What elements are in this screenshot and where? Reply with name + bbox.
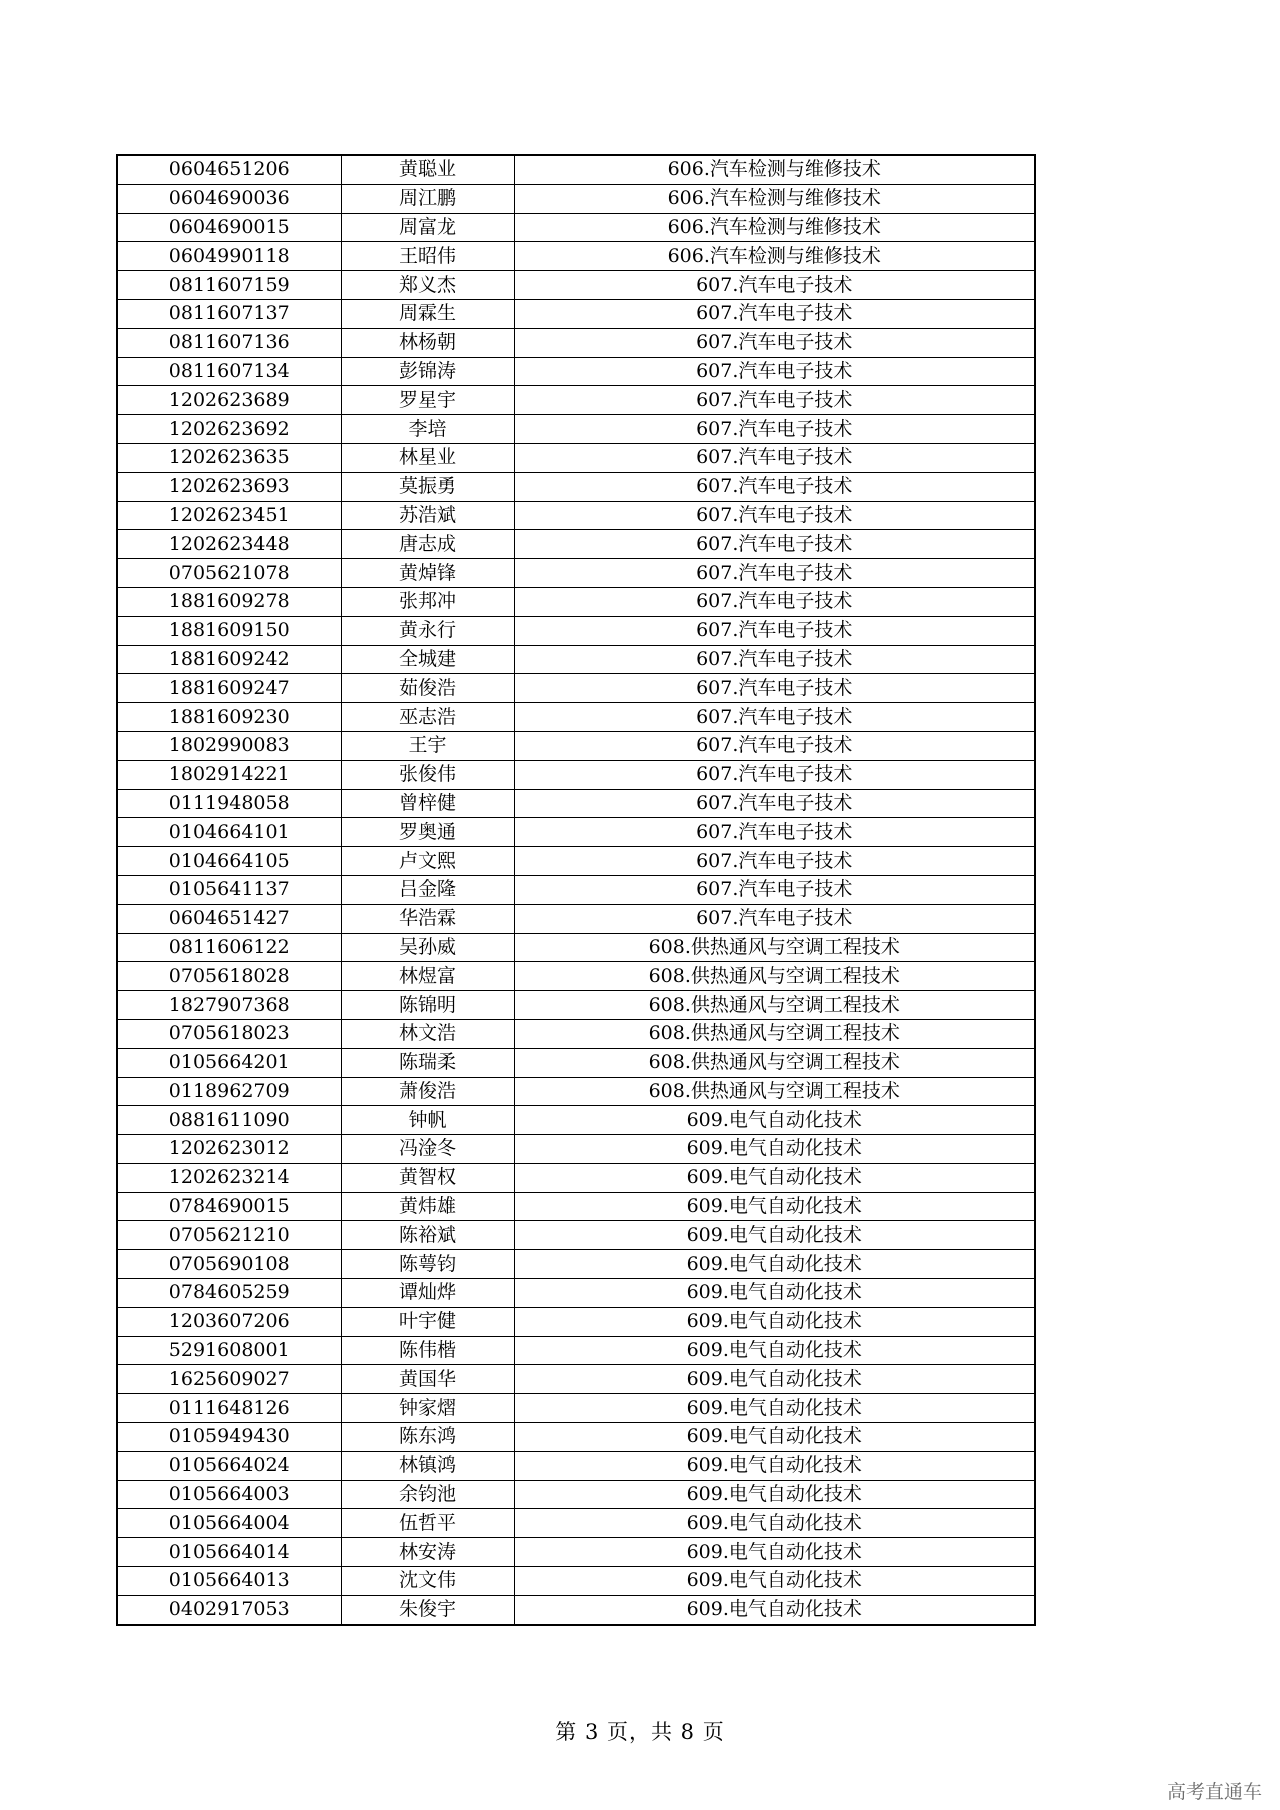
major-cell: 609.电气自动化技术 <box>514 1135 1035 1164</box>
student-id-cell: 0105664024 <box>117 1451 341 1480</box>
major-cell: 606.汽车检测与维修技术 <box>514 213 1035 242</box>
student-id-cell: 0811607137 <box>117 299 341 328</box>
major-cell: 609.电气自动化技术 <box>514 1595 1035 1624</box>
major-cell: 607.汽车电子技术 <box>514 501 1035 530</box>
student-id-cell: 0111648126 <box>117 1394 341 1423</box>
major-cell: 609.电气自动化技术 <box>514 1250 1035 1279</box>
table-row <box>117 242 1035 271</box>
student-id-cell: 0811606122 <box>117 933 341 962</box>
student-id-cell: 0705621078 <box>117 559 341 588</box>
student-name-cell: 张俊伟 <box>341 760 514 789</box>
student-name-cell: 罗奥通 <box>341 818 514 847</box>
student-id-cell: 0604990118 <box>117 242 341 271</box>
student-name-cell: 林杨朝 <box>341 328 514 357</box>
major-cell: 609.电气自动化技术 <box>514 1336 1035 1365</box>
major-cell: 609.电气自动化技术 <box>514 1106 1035 1135</box>
student-id-cell: 0104664105 <box>117 847 341 876</box>
student-name-cell: 叶宇健 <box>341 1307 514 1336</box>
major-cell: 609.电气自动化技术 <box>514 1279 1035 1308</box>
major-cell: 607.汽车电子技术 <box>514 299 1035 328</box>
student-name-cell: 林文浩 <box>341 1019 514 1048</box>
table-row <box>117 1048 1035 1077</box>
table-row <box>117 674 1035 703</box>
table-row <box>117 1336 1035 1365</box>
major-cell: 606.汽车检测与维修技术 <box>514 184 1035 213</box>
major-cell: 607.汽车电子技术 <box>514 616 1035 645</box>
student-name-cell: 黄永行 <box>341 616 514 645</box>
student-id-cell: 0604690015 <box>117 213 341 242</box>
student-id-cell: 1202623689 <box>117 386 341 415</box>
major-cell: 609.电气自动化技术 <box>514 1394 1035 1423</box>
major-cell: 607.汽车电子技术 <box>514 530 1035 559</box>
table-row <box>117 1192 1035 1221</box>
student-name-cell: 陈萼钧 <box>341 1250 514 1279</box>
student-id-cell: 0604651427 <box>117 904 341 933</box>
student-name-cell: 吕金隆 <box>341 875 514 904</box>
table-row <box>117 1163 1035 1192</box>
student-id-cell: 0784690015 <box>117 1192 341 1221</box>
major-cell: 606.汽车检测与维修技术 <box>514 242 1035 271</box>
major-cell: 608.供热通风与空调工程技术 <box>514 1077 1035 1106</box>
table-row <box>117 1423 1035 1452</box>
student-id-cell: 0105664004 <box>117 1509 341 1538</box>
student-name-cell: 陈裕斌 <box>341 1221 514 1250</box>
major-cell: 608.供热通风与空调工程技术 <box>514 1048 1035 1077</box>
student-name-cell: 周霖生 <box>341 299 514 328</box>
student-id-cell: 0604651206 <box>117 155 341 184</box>
major-cell: 609.电气自动化技术 <box>514 1163 1035 1192</box>
major-cell: 607.汽车电子技术 <box>514 731 1035 760</box>
student-id-cell: 0811607136 <box>117 328 341 357</box>
table-row <box>117 271 1035 300</box>
student-id-cell: 1202623214 <box>117 1163 341 1192</box>
student-id-cell: 1202623692 <box>117 415 341 444</box>
student-id-cell: 1202623635 <box>117 443 341 472</box>
table-row <box>117 731 1035 760</box>
major-cell: 609.电气自动化技术 <box>514 1538 1035 1567</box>
student-id-cell: 1881609247 <box>117 674 341 703</box>
student-id-cell: 1202623693 <box>117 472 341 501</box>
major-cell: 607.汽车电子技术 <box>514 415 1035 444</box>
student-name-cell: 谭灿烨 <box>341 1279 514 1308</box>
student-name-cell: 伍哲平 <box>341 1509 514 1538</box>
student-id-cell: 0604690036 <box>117 184 341 213</box>
student-name-cell: 巫志浩 <box>341 703 514 732</box>
major-cell: 608.供热通风与空调工程技术 <box>514 933 1035 962</box>
table-row <box>117 1394 1035 1423</box>
table-row <box>117 1307 1035 1336</box>
table-row <box>117 1567 1035 1596</box>
table-row <box>117 386 1035 415</box>
major-cell: 609.电气自动化技术 <box>514 1307 1035 1336</box>
table-row <box>117 933 1035 962</box>
major-cell: 608.供热通风与空调工程技术 <box>514 1019 1035 1048</box>
major-cell: 607.汽车电子技术 <box>514 472 1035 501</box>
major-cell: 608.供热通风与空调工程技术 <box>514 962 1035 991</box>
table-row <box>117 1279 1035 1308</box>
student-id-cell: 0105664014 <box>117 1538 341 1567</box>
major-cell: 607.汽车电子技术 <box>514 847 1035 876</box>
student-name-cell: 黄智权 <box>341 1163 514 1192</box>
major-cell: 607.汽车电子技术 <box>514 674 1035 703</box>
page-number-footer: 第 3 页，共 8 页 <box>555 1720 725 1744</box>
student-name-cell: 沈文伟 <box>341 1567 514 1596</box>
major-cell: 607.汽车电子技术 <box>514 789 1035 818</box>
student-id-cell: 0705621210 <box>117 1221 341 1250</box>
student-name-cell: 黄焯锋 <box>341 559 514 588</box>
student-name-cell: 林安涛 <box>341 1538 514 1567</box>
major-cell: 607.汽车电子技术 <box>514 760 1035 789</box>
student-name-cell: 钟帆 <box>341 1106 514 1135</box>
major-cell: 607.汽车电子技术 <box>514 328 1035 357</box>
student-id-cell: 0881611090 <box>117 1106 341 1135</box>
student-id-cell: 0705618028 <box>117 962 341 991</box>
major-cell: 607.汽车电子技术 <box>514 645 1035 674</box>
table-row <box>117 616 1035 645</box>
table-row <box>117 789 1035 818</box>
student-id-cell: 0105664201 <box>117 1048 341 1077</box>
student-name-cell: 唐志成 <box>341 530 514 559</box>
table-row <box>117 1451 1035 1480</box>
student-name-cell: 莫振勇 <box>341 472 514 501</box>
student-name-cell: 吴孙威 <box>341 933 514 962</box>
student-name-cell: 苏浩斌 <box>341 501 514 530</box>
table-row <box>117 559 1035 588</box>
table-row <box>117 328 1035 357</box>
student-id-cell: 0811607159 <box>117 271 341 300</box>
student-id-cell: 1202623012 <box>117 1135 341 1164</box>
student-name-cell: 林星业 <box>341 443 514 472</box>
student-name-cell: 郑义杰 <box>341 271 514 300</box>
student-id-cell: 1202623451 <box>117 501 341 530</box>
major-cell: 606.汽车检测与维修技术 <box>514 155 1035 184</box>
table-row <box>117 991 1035 1020</box>
student-id-cell: 0105664003 <box>117 1480 341 1509</box>
student-name-cell: 彭锦涛 <box>341 357 514 386</box>
student-id-cell: 1202623448 <box>117 530 341 559</box>
major-cell: 607.汽车电子技术 <box>514 904 1035 933</box>
student-id-cell: 1203607206 <box>117 1307 341 1336</box>
major-cell: 609.电气自动化技术 <box>514 1509 1035 1538</box>
table-row <box>117 1019 1035 1048</box>
table-row <box>117 587 1035 616</box>
major-cell: 609.电气自动化技术 <box>514 1365 1035 1394</box>
table-row <box>117 357 1035 386</box>
student-name-cell: 陈东鸿 <box>341 1423 514 1452</box>
student-name-cell: 罗星宇 <box>341 386 514 415</box>
student-id-cell: 1802990083 <box>117 731 341 760</box>
student-name-cell: 黄炜雄 <box>341 1192 514 1221</box>
student-name-cell: 冯淦冬 <box>341 1135 514 1164</box>
major-cell: 609.电气自动化技术 <box>514 1423 1035 1452</box>
student-name-cell: 张邦冲 <box>341 587 514 616</box>
student-id-cell: 0118962709 <box>117 1077 341 1106</box>
student-name-cell: 陈瑞柔 <box>341 1048 514 1077</box>
table-row <box>117 875 1035 904</box>
major-cell: 607.汽车电子技术 <box>514 357 1035 386</box>
site-watermark: 高考直通车 <box>1166 1781 1262 1803</box>
table-row <box>117 1106 1035 1135</box>
student-id-cell: 1827907368 <box>117 991 341 1020</box>
table-row <box>117 299 1035 328</box>
student-id-cell: 1881609230 <box>117 703 341 732</box>
major-cell: 608.供热通风与空调工程技术 <box>514 991 1035 1020</box>
major-cell: 607.汽车电子技术 <box>514 875 1035 904</box>
major-cell: 609.电气自动化技术 <box>514 1567 1035 1596</box>
student-name-cell: 卢文熙 <box>341 847 514 876</box>
student-id-cell: 0784605259 <box>117 1279 341 1308</box>
student-id-cell: 1881609150 <box>117 616 341 645</box>
table-row <box>117 1595 1035 1624</box>
table-row <box>117 703 1035 732</box>
table-row <box>117 415 1035 444</box>
major-cell: 607.汽车电子技术 <box>514 559 1035 588</box>
table-row <box>117 1509 1035 1538</box>
student-name-cell: 林镇鸿 <box>341 1451 514 1480</box>
student-name-cell: 萧俊浩 <box>341 1077 514 1106</box>
major-cell: 607.汽车电子技术 <box>514 587 1035 616</box>
table-row <box>117 904 1035 933</box>
student-name-cell: 黄国华 <box>341 1365 514 1394</box>
table-row <box>117 472 1035 501</box>
table-row <box>117 1221 1035 1250</box>
student-name-cell: 周富龙 <box>341 213 514 242</box>
student-name-cell: 茹俊浩 <box>341 674 514 703</box>
table-row <box>117 1538 1035 1567</box>
student-name-cell: 华浩霖 <box>341 904 514 933</box>
major-cell: 607.汽车电子技术 <box>514 386 1035 415</box>
table-row <box>117 1077 1035 1106</box>
major-cell: 609.电气自动化技术 <box>514 1192 1035 1221</box>
student-name-cell: 陈伟楷 <box>341 1336 514 1365</box>
major-cell: 609.电气自动化技术 <box>514 1451 1035 1480</box>
student-id-cell: 1881609278 <box>117 587 341 616</box>
student-name-cell: 曾梓健 <box>341 789 514 818</box>
major-cell: 609.电气自动化技术 <box>514 1221 1035 1250</box>
major-cell: 607.汽车电子技术 <box>514 271 1035 300</box>
table-row <box>117 847 1035 876</box>
student-id-cell: 1625609027 <box>117 1365 341 1394</box>
student-name-cell: 余钧池 <box>341 1480 514 1509</box>
student-id-cell: 5291608001 <box>117 1336 341 1365</box>
table-row <box>117 645 1035 674</box>
student-id-cell: 1802914221 <box>117 760 341 789</box>
table-row <box>117 530 1035 559</box>
student-id-cell: 0104664101 <box>117 818 341 847</box>
student-name-cell: 全城建 <box>341 645 514 674</box>
student-id-cell: 0705618023 <box>117 1019 341 1048</box>
table-row <box>117 1250 1035 1279</box>
student-name-cell: 周江鹏 <box>341 184 514 213</box>
table-row <box>117 962 1035 991</box>
major-cell: 609.电气自动化技术 <box>514 1480 1035 1509</box>
student-id-cell: 0105664013 <box>117 1567 341 1596</box>
student-name-cell: 朱俊宇 <box>341 1595 514 1624</box>
major-cell: 607.汽车电子技术 <box>514 703 1035 732</box>
table-row <box>117 1480 1035 1509</box>
student-id-cell: 0111948058 <box>117 789 341 818</box>
table-row <box>117 443 1035 472</box>
table-row <box>117 184 1035 213</box>
table-row <box>117 155 1035 184</box>
student-name-cell: 黄聪业 <box>341 155 514 184</box>
table-row <box>117 818 1035 847</box>
student-id-cell: 1881609242 <box>117 645 341 674</box>
student-name-cell: 钟家熠 <box>341 1394 514 1423</box>
enrollment-table-body <box>117 155 1035 1625</box>
table-row <box>117 1135 1035 1164</box>
student-id-cell: 0105641137 <box>117 875 341 904</box>
student-id-cell: 0705690108 <box>117 1250 341 1279</box>
student-id-cell: 0811607134 <box>117 357 341 386</box>
table-row <box>117 760 1035 789</box>
table-row <box>117 501 1035 530</box>
major-cell: 607.汽车电子技术 <box>514 818 1035 847</box>
table-row <box>117 213 1035 242</box>
student-id-cell: 0105949430 <box>117 1423 341 1452</box>
table-row <box>117 1365 1035 1394</box>
student-name-cell: 林煜富 <box>341 962 514 991</box>
major-cell: 607.汽车电子技术 <box>514 443 1035 472</box>
enrollment-table <box>116 154 1036 1626</box>
student-id-cell: 0402917053 <box>117 1595 341 1624</box>
student-name-cell: 王宇 <box>341 731 514 760</box>
student-name-cell: 陈锦明 <box>341 991 514 1020</box>
student-name-cell: 王昭伟 <box>341 242 514 271</box>
student-name-cell: 李培 <box>341 415 514 444</box>
